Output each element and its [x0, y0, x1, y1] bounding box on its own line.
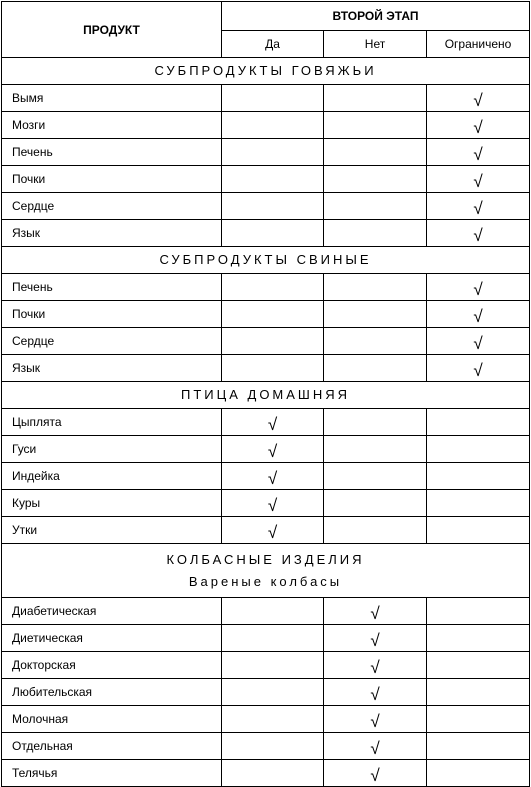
product-name: Молочная [2, 706, 222, 733]
product-name: Сердце [2, 328, 222, 355]
cell-limited [427, 166, 530, 193]
table-row [2, 274, 530, 301]
check-mark-icon: √ [473, 198, 483, 218]
cell-yes [222, 598, 324, 625]
section-header [2, 247, 530, 274]
column-header-no: Нет [324, 31, 427, 58]
check-mark-icon: √ [473, 360, 483, 380]
cell-limited [427, 139, 530, 166]
table-row [2, 328, 530, 355]
product-name: Почки [2, 166, 222, 193]
product-name: Диабетическая [2, 598, 222, 625]
cell-limited [427, 517, 530, 544]
product-name: Индейка [2, 463, 222, 490]
cell-no [324, 760, 427, 787]
check-mark-icon: √ [473, 144, 483, 164]
cell-no [324, 328, 427, 355]
check-mark-icon: √ [370, 711, 380, 731]
cell-no [324, 625, 427, 652]
cell-yes [222, 733, 324, 760]
check-mark-icon: √ [473, 90, 483, 110]
cell-no [324, 139, 427, 166]
cell-limited [427, 652, 530, 679]
product-name: Отдельная [2, 733, 222, 760]
cell-limited [427, 112, 530, 139]
table-row [2, 679, 530, 706]
cell-no [324, 193, 427, 220]
cell-no [324, 112, 427, 139]
cell-limited [427, 625, 530, 652]
table-row [2, 598, 530, 625]
cell-limited [427, 463, 530, 490]
table-row [2, 139, 530, 166]
table-row [2, 85, 530, 112]
cell-limited [427, 220, 530, 247]
table-row [2, 220, 530, 247]
section-title: СУБПРОДУКТЫ СВИНЫЕ [159, 252, 372, 267]
product-name: Любительская [2, 679, 222, 706]
cell-yes [222, 517, 324, 544]
product-name: Телячья [2, 760, 222, 787]
cell-limited [427, 409, 530, 436]
table-row [2, 436, 530, 463]
cell-no [324, 166, 427, 193]
table-row [2, 706, 530, 733]
check-mark-icon: √ [267, 441, 278, 461]
cell-yes [222, 328, 324, 355]
cell-no [324, 517, 427, 544]
table-row [2, 625, 530, 652]
cell-no [324, 85, 427, 112]
check-mark-icon: √ [370, 630, 380, 650]
cell-yes [222, 193, 324, 220]
table-row [2, 463, 530, 490]
product-name: Печень [2, 274, 222, 301]
cell-limited [427, 85, 530, 112]
section-title: СУБПРОДУКТЫ ГОВЯЖЬИ [154, 63, 377, 78]
section-header-row [2, 247, 530, 274]
table-row [2, 760, 530, 787]
cell-no [324, 490, 427, 517]
section-header [2, 58, 530, 85]
table-body [2, 58, 530, 787]
cell-no [324, 652, 427, 679]
check-mark-icon: √ [473, 333, 483, 353]
cell-yes [222, 220, 324, 247]
cell-no [324, 409, 427, 436]
check-mark-icon: √ [370, 657, 380, 677]
section-header-row [2, 58, 530, 85]
cell-yes [222, 760, 324, 787]
cell-limited [427, 733, 530, 760]
cell-limited [427, 706, 530, 733]
check-mark-icon: √ [267, 414, 278, 434]
product-table [1, 1, 530, 787]
column-header-limited: Ограничено [427, 31, 530, 58]
product-name: Вымя [2, 85, 222, 112]
cell-yes [222, 274, 324, 301]
check-mark-icon: √ [473, 171, 483, 191]
cell-limited [427, 301, 530, 328]
check-mark-icon: √ [473, 306, 483, 326]
cell-no [324, 463, 427, 490]
section-header-row [2, 382, 530, 409]
table-row [2, 517, 530, 544]
cell-no [324, 355, 427, 382]
product-name: Гуси [2, 436, 222, 463]
product-name: Мозги [2, 112, 222, 139]
section-header [2, 382, 530, 409]
table-row [2, 733, 530, 760]
cell-yes [222, 625, 324, 652]
table-row [2, 166, 530, 193]
cell-limited [427, 598, 530, 625]
column-header-yes: Да [222, 31, 324, 58]
cell-limited [427, 328, 530, 355]
check-mark-icon: √ [370, 765, 380, 785]
cell-yes [222, 409, 324, 436]
table-row [2, 193, 530, 220]
section-header-row [2, 544, 530, 598]
product-name: Язык [2, 220, 222, 247]
table-row [2, 112, 530, 139]
table-row [2, 490, 530, 517]
product-name: Куры [2, 490, 222, 517]
cell-limited [427, 193, 530, 220]
cell-no [324, 220, 427, 247]
check-mark-icon: √ [370, 603, 380, 623]
table-row [2, 301, 530, 328]
section-title: КОЛБАСНЫЕ ИЗДЕЛИЯ [166, 551, 365, 567]
table-row [2, 652, 530, 679]
cell-yes [222, 85, 324, 112]
product-name: Цыплята [2, 409, 222, 436]
product-name: Почки [2, 301, 222, 328]
check-mark-icon: √ [267, 468, 278, 488]
cell-no [324, 301, 427, 328]
product-name: Сердце [2, 193, 222, 220]
product-name: Докторская [2, 652, 222, 679]
table-row [2, 355, 530, 382]
check-mark-icon: √ [370, 738, 380, 758]
cell-yes [222, 166, 324, 193]
cell-no [324, 733, 427, 760]
product-column-header: ПРОДУКТ [2, 2, 222, 58]
cell-limited [427, 679, 530, 706]
cell-limited [427, 355, 530, 382]
check-mark-icon: √ [473, 225, 483, 245]
cell-no [324, 706, 427, 733]
cell-no [324, 598, 427, 625]
check-mark-icon: √ [370, 684, 380, 704]
product-name: Язык [2, 355, 222, 382]
table-row [2, 409, 530, 436]
cell-yes [222, 139, 324, 166]
cell-yes [222, 112, 324, 139]
check-mark-icon: √ [267, 495, 278, 515]
cell-yes [222, 490, 324, 517]
cell-limited [427, 760, 530, 787]
cell-limited [427, 490, 530, 517]
cell-yes [222, 436, 324, 463]
cell-limited [427, 274, 530, 301]
check-mark-icon: √ [473, 117, 483, 137]
check-mark-icon: √ [473, 279, 483, 299]
cell-yes [222, 706, 324, 733]
cell-yes [222, 301, 324, 328]
product-name: Печень [2, 139, 222, 166]
cell-no [324, 274, 427, 301]
product-name: Утки [2, 517, 222, 544]
cell-yes [222, 463, 324, 490]
check-mark-icon: √ [267, 522, 278, 542]
cell-yes [222, 355, 324, 382]
product-name: Диетическая [2, 625, 222, 652]
cell-no [324, 679, 427, 706]
cell-yes [222, 652, 324, 679]
section-subtitle: Вареные колбасы [188, 573, 343, 589]
section-title: ПТИЦА ДОМАШНЯЯ [180, 387, 351, 402]
section-header [2, 544, 530, 598]
cell-limited [427, 436, 530, 463]
cell-yes [222, 679, 324, 706]
cell-no [324, 436, 427, 463]
stage-header: ВТОРОЙ ЭТАП [222, 2, 530, 31]
